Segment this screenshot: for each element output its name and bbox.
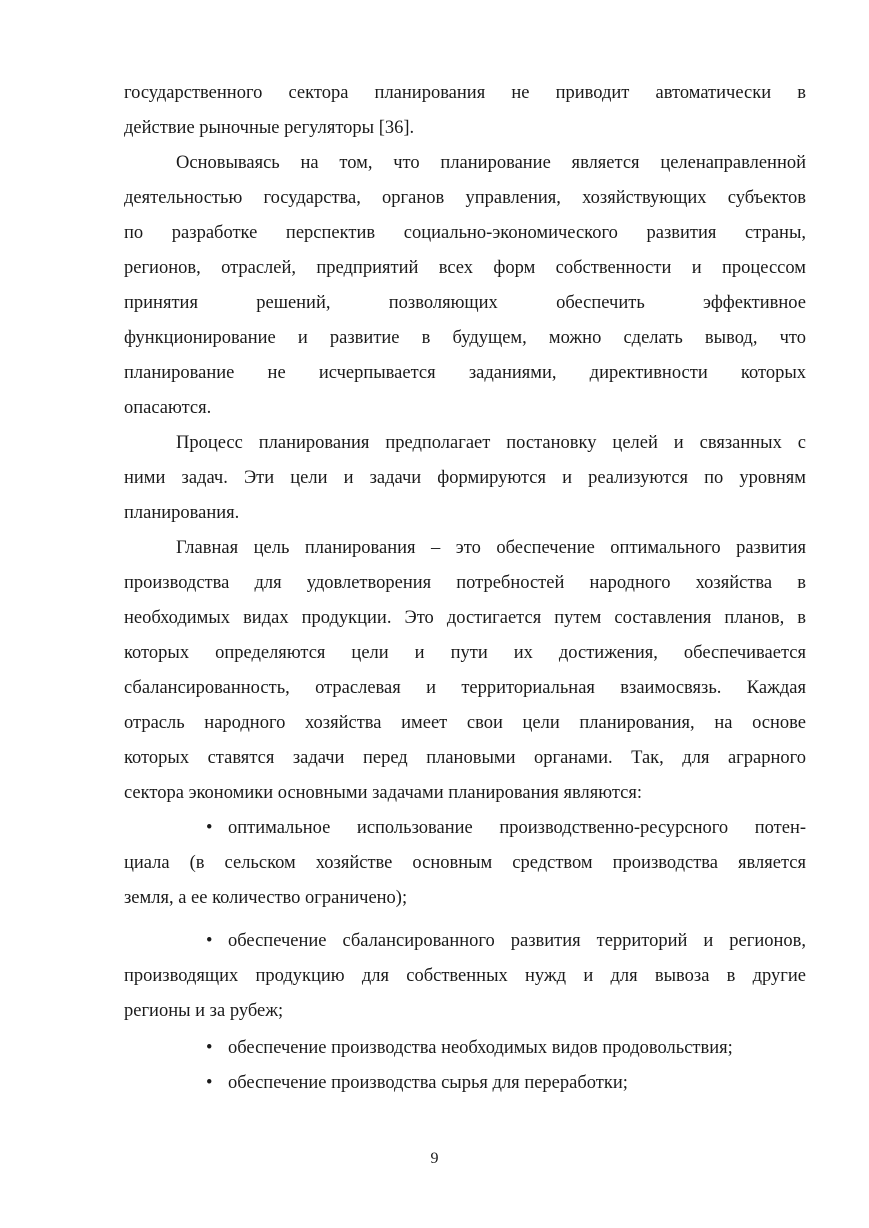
text-line: производства для удовлетворения потребностей народного хозяйства в xyxy=(124,573,806,593)
text-line: ними задач. Эти цели и задачи формируются и реализуются по уровням xyxy=(124,468,806,488)
bullet-item xyxy=(124,1031,806,1066)
bullet-item xyxy=(124,811,806,846)
bullet-icon: • xyxy=(206,1038,213,1058)
text-line: государственного сектора планирования не приводит автоматически в xyxy=(124,83,806,103)
text-line: по разработке перспектив социально-экономического развития страны, xyxy=(124,223,806,243)
text-line: опасаются. xyxy=(124,398,212,418)
text-line: планирования. xyxy=(124,503,240,523)
bullet-text: обеспечение производства сырья для переработки; xyxy=(228,1073,628,1093)
text-line: регионов, отраслей, предприятий всех форм собственности и процессом xyxy=(124,258,806,278)
bullet-item xyxy=(124,924,806,959)
page-number: 9 xyxy=(430,1150,439,1167)
bullet-icon: • xyxy=(206,818,213,838)
text-line: сбалансированность, отраслевая и территориальная взаимосвязь. Каждая xyxy=(124,678,806,698)
text-line: которых определяются цели и пути их достижения, обеспечивается xyxy=(124,643,806,663)
text-line: сектора экономики основными задачами планирования являются: xyxy=(124,783,643,803)
text-line: действие рыночные регуляторы [36]. xyxy=(124,118,415,138)
bullet-text: оптимальное использование производственно-ресурсного потен- xyxy=(228,818,806,838)
text-line: планирование не исчерпывается заданиями, директивности которых xyxy=(124,363,806,383)
text-line: циала (в сельском хозяйстве основным средством производства является xyxy=(124,853,806,873)
text-line: деятельностью государства, органов управления, хозяйствующих субъектов xyxy=(124,188,806,208)
text-line: принятия решений, позволяющих обеспечить эффективное xyxy=(124,293,806,313)
text-line: которых ставятся задачи перед плановыми органами. Так, для аграрного xyxy=(124,748,806,768)
bullet-item xyxy=(124,1066,806,1101)
document-body xyxy=(124,76,806,1101)
bullet-icon: • xyxy=(206,1073,213,1093)
text-line: земля, а ее количество ограничено); xyxy=(124,888,408,908)
text-line: Основываясь на том, что планирование является целенаправленной xyxy=(176,153,806,173)
bullet-text: обеспечение производства необходимых видов продовольствия; xyxy=(228,1038,733,1058)
text-line: регионы и за рубеж; xyxy=(124,1001,284,1021)
text-line: Главная цель планирования – это обеспечение оптимального развития xyxy=(176,538,806,558)
bullet-icon: • xyxy=(206,931,213,951)
text-line: необходимых видах продукции. Это достигается путем составления планов, в xyxy=(124,608,806,628)
text-line: функционирование и развитие в будущем, можно сделать вывод, что xyxy=(124,328,806,348)
text-line: производящих продукцию для собственных нужд и для вывоза в другие xyxy=(124,966,806,986)
bullet-text: обеспечение сбалансированного развития территорий и регионов, xyxy=(228,931,806,951)
text-line: Процесс планирования предполагает постановку целей и связанных с xyxy=(176,433,806,453)
text-line: отрасль народного хозяйства имеет свои цели планирования, на основе xyxy=(124,713,806,733)
